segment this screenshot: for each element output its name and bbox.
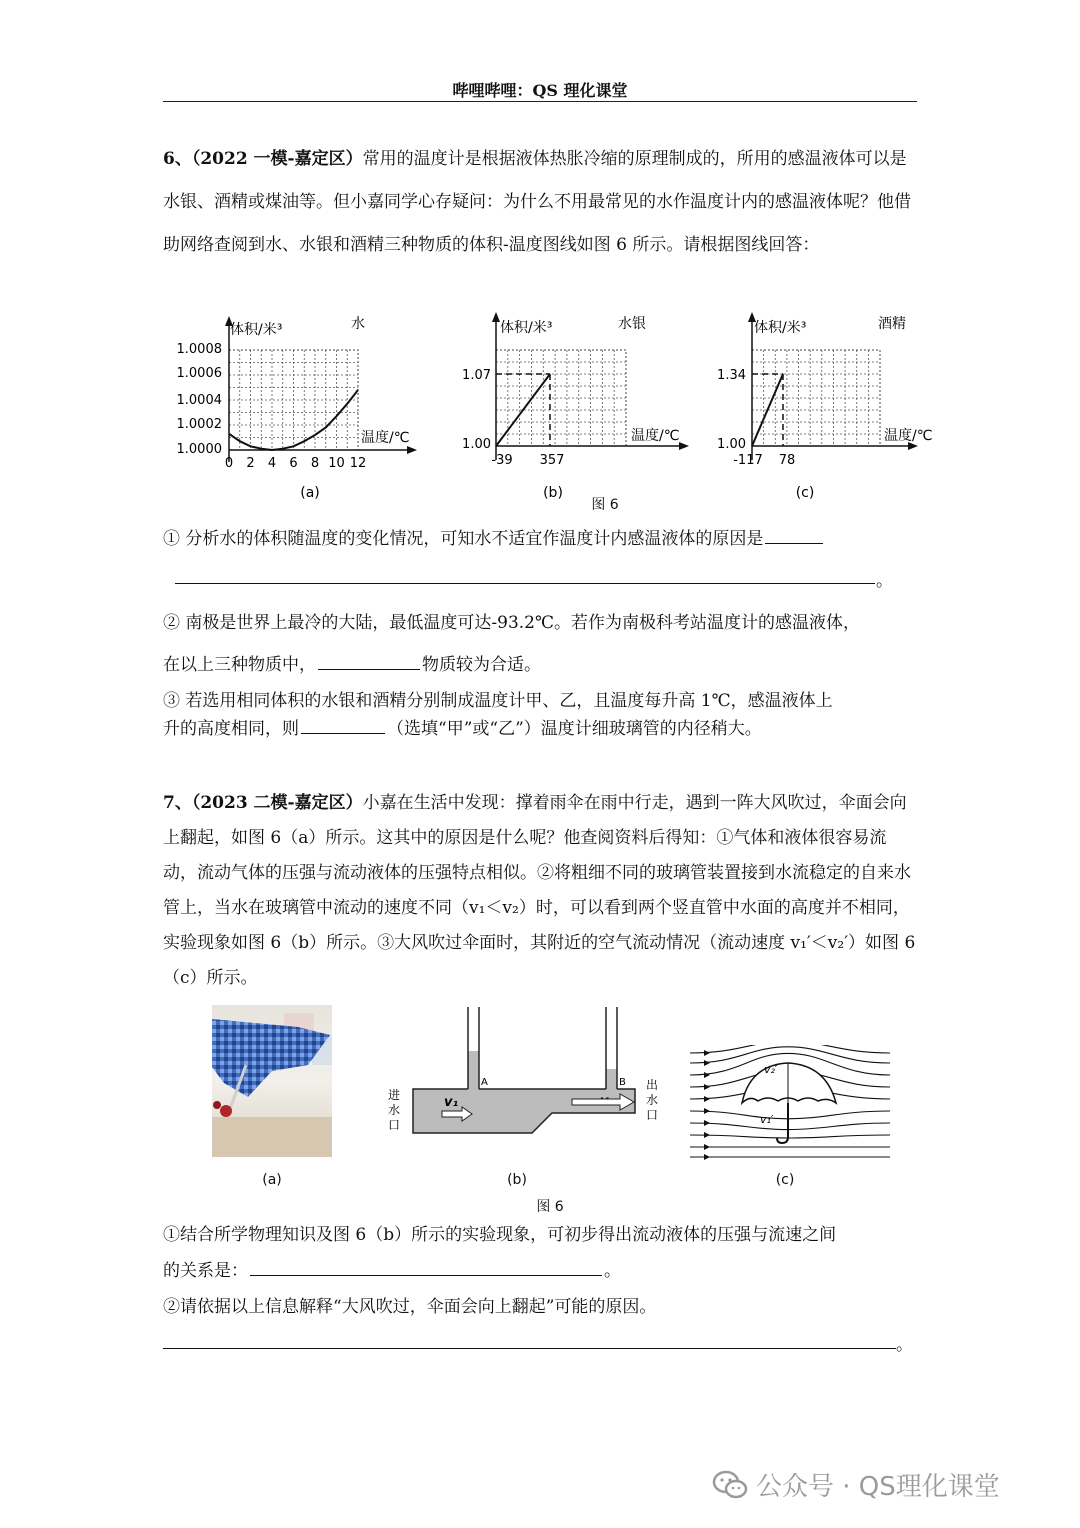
chart-a-x-arrow [407,446,417,454]
chart-b-xlabel: 温度/℃ [631,428,680,444]
q6-sub2b [163,650,923,675]
tube-b-label: B [619,1077,626,1088]
streamline [690,1045,890,1053]
chart-a-grid [229,350,358,450]
q6-intro [163,138,917,267]
chart-b-ytick: 1.00 [462,437,491,452]
outlet-char: 水 [645,1093,659,1107]
tube-a-water [468,1051,479,1091]
q6-sub1-end: 。 [876,571,893,591]
q6-sub3b-pre: 升的高度相同，则 [163,719,299,739]
q6-sub3b-post: （选填“甲”或“乙”）温度计细玻璃管的内径稍大。 [387,719,762,739]
outlet-label [646,1077,658,1122]
chart-b-title: 水银 [618,316,646,332]
streamline-arrow [704,1120,710,1126]
q6-sub2b-post: 物质较为合适。 [422,655,541,675]
chart-b-label: (b) [543,485,563,501]
q7-sub1b [163,1256,923,1281]
q6-sub1 [163,524,923,549]
q7-fig-b-label: (b) [507,1172,527,1188]
umbrella-canopy [742,1063,836,1103]
chart-b-xtick: -39 [491,453,513,468]
q6-sub2a: ② 南极是世界上最冷的大陆，最低温度可达-93.2℃。若作为南极科考站温度计的感温液体， [163,613,861,633]
chart-b-ytick: 1.07 [462,368,491,383]
wechat-icon [712,1470,748,1500]
streamline [690,1111,890,1119]
umbrella-photo-drawing [212,1005,332,1157]
chart-c-ytick: 1.00 [717,437,746,452]
q7-sub1-blank[interactable] [250,1274,602,1276]
header-divider [163,101,917,102]
chart-alcohol [712,312,947,502]
inlet-char: 口 [387,1118,401,1132]
q7-figure-caption: 图 6 [536,1199,564,1215]
q7-fig-c-label: (c) [775,1172,795,1188]
q7-sub2-answer-line[interactable] [163,1348,896,1349]
umbrella-handle [777,1103,788,1143]
tube-b-water [606,1069,617,1091]
chart-b-xtick: 357 [539,453,565,468]
streamline [690,1047,890,1063]
streamline-arrow [704,1132,710,1138]
streamline-arrow [704,1084,710,1090]
q7-sub2: ②请依据以上信息解释“大风吹过，伞面会向上翻起”可能的原因。 [163,1297,657,1317]
watermark-text: 公众号 · QS理化课堂 [756,1472,1000,1502]
tube-a-label: A [481,1077,488,1088]
chart-c-title: 酒精 [878,316,906,332]
chart-a-xtick: 12 [349,456,367,471]
outlet-char: 出 [645,1078,659,1092]
q7-sub1b-post: 。 [604,1261,621,1281]
inlet-char: 进 [387,1088,401,1102]
q7-fig-a-label: (a) [262,1172,282,1188]
chart-a-ytick: 1.0006 [176,366,222,381]
chart-water [168,312,428,502]
chart-c-ylabel: 体积/米³ [754,320,807,336]
streamline [690,1123,890,1130]
outlet-char: 口 [645,1108,659,1122]
chart-a-xtick: 6 [289,456,298,471]
streamline-arrow [704,1096,710,1102]
q7-intro-text: 小嘉在生活中发现：撑着雨伞在雨中行走，遇到一阵大风吹过，伞面会向上翻起，如图 6（a）所示。这其中的原因是什么呢？他查阅资料后得知：①气体和液体很容易流动，流动气体的压强与流动液体的压强特点相似。②将粗细不同的玻璃管装置接到水流稳定的自来水管上，当水在玻璃管中流动的速度不同（v₁＜v₂）时，可以看到两个竖直管中水面的高度并不相同，实验现象如图 6（b）所示。③大风吹过伞面时，其附近的空气流动情况（流动速度 v₁′＜v₂′）如图 6（c）所示。 [163,793,916,988]
chart-a-ylabel: 体积/米³ [230,322,283,338]
q7-intro [163,786,917,996]
q6-figure-caption: 图 6 [591,497,619,513]
streamline-arrow [704,1108,710,1114]
streamline [690,1135,890,1138]
q6-sub1-text: ① 分析水的体积随温度的变化情况，可知水不适宜作温度计内感温液体的原因是 [163,529,764,549]
streamline-arrow [704,1050,710,1056]
q6-intro-text: 常用的温度计是根据液体热胀冷缩的原理制成的，所用的感温液体可以是水银、酒精或煤油等。但小嘉同学心存疑问：为什么不用最常见的水作温度计内的感温液体呢？他借助网络查阅到水、水银和酒精三种物质的体积-温度图线如图 6 所示。请根据图线回答： [163,149,911,255]
chart-c-label: (c) [795,485,815,501]
chart-a-ytick: 1.0002 [176,417,222,432]
chart-b-ylabel: 体积/米³ [500,320,553,336]
chart-a-xtick: 0 [224,456,234,471]
chart-a-ytick: 1.0000 [176,442,222,457]
chart-a-xtick: 2 [246,456,255,471]
chart-c-ytick: 1.34 [717,368,746,383]
chart-c-xtick: -117 [733,453,763,468]
inlet-label [388,1087,400,1132]
chart-a-xlabel: 温度/℃ [361,430,410,446]
chart-c-xlabel: 温度/℃ [884,428,933,444]
inlet-char: 水 [387,1103,401,1117]
q6-sub3-blank[interactable] [301,732,385,734]
umbrella-flow-diagram [690,1045,890,1160]
streamline-arrow [704,1154,710,1160]
q7-number: 7、（2023 二模-嘉定区） [163,793,363,813]
pipe-diagram [380,1005,670,1155]
q7-sub1a: ①结合所学物理知识及图 6（b）所示的实验现象，可初步得出流动液体的压强与流速之间 [163,1225,837,1245]
q6-sub3b [163,714,923,739]
v2p-label: v₂′ [764,1063,778,1076]
chart-a-ytick: 1.0004 [176,393,222,408]
q7-sub1b-pre: 的关系是： [163,1261,248,1281]
chart-a-xtick: 8 [310,456,320,471]
chart-mercury [455,312,695,502]
chart-c-xtick: 78 [778,453,796,468]
watermark [712,1466,1000,1503]
streamline-arrow [704,1144,710,1150]
q6-number: 6、（2022 一模-嘉定区） [163,149,363,169]
chart-b-y-arrow [492,312,500,322]
page-header: 哔哩哔哩：QS 理化课堂 [452,81,628,100]
chart-b-x-arrow [679,442,689,450]
v1-label: v₁ [444,1095,459,1110]
chart-a-xtick: 4 [267,456,277,471]
umbrella-photo [212,1005,332,1157]
q6-sub3a: ③ 若选用相同体积的水银和酒精分别制成温度计甲、乙，且温度每升高 1℃，感温液体上 [163,691,833,711]
chart-a-ytick: 1.0008 [176,342,222,357]
q6-sub1-answer-line[interactable] [175,583,875,584]
streamline-arrow [704,1060,710,1066]
chart-a-label: (a) [300,485,320,501]
chart-a-title: 水 [351,316,365,332]
chart-a-xtick: 10 [328,456,345,471]
q6-sub2-blank[interactable] [318,668,420,670]
q6-sub2b-pre: 在以上三种物质中， [163,655,316,675]
q7-sub2-end: 。 [896,1335,913,1355]
q6-sub1-blank-a[interactable] [765,542,823,544]
streamline-arrow [704,1072,710,1078]
v1p-label: v₁′ [760,1113,774,1126]
